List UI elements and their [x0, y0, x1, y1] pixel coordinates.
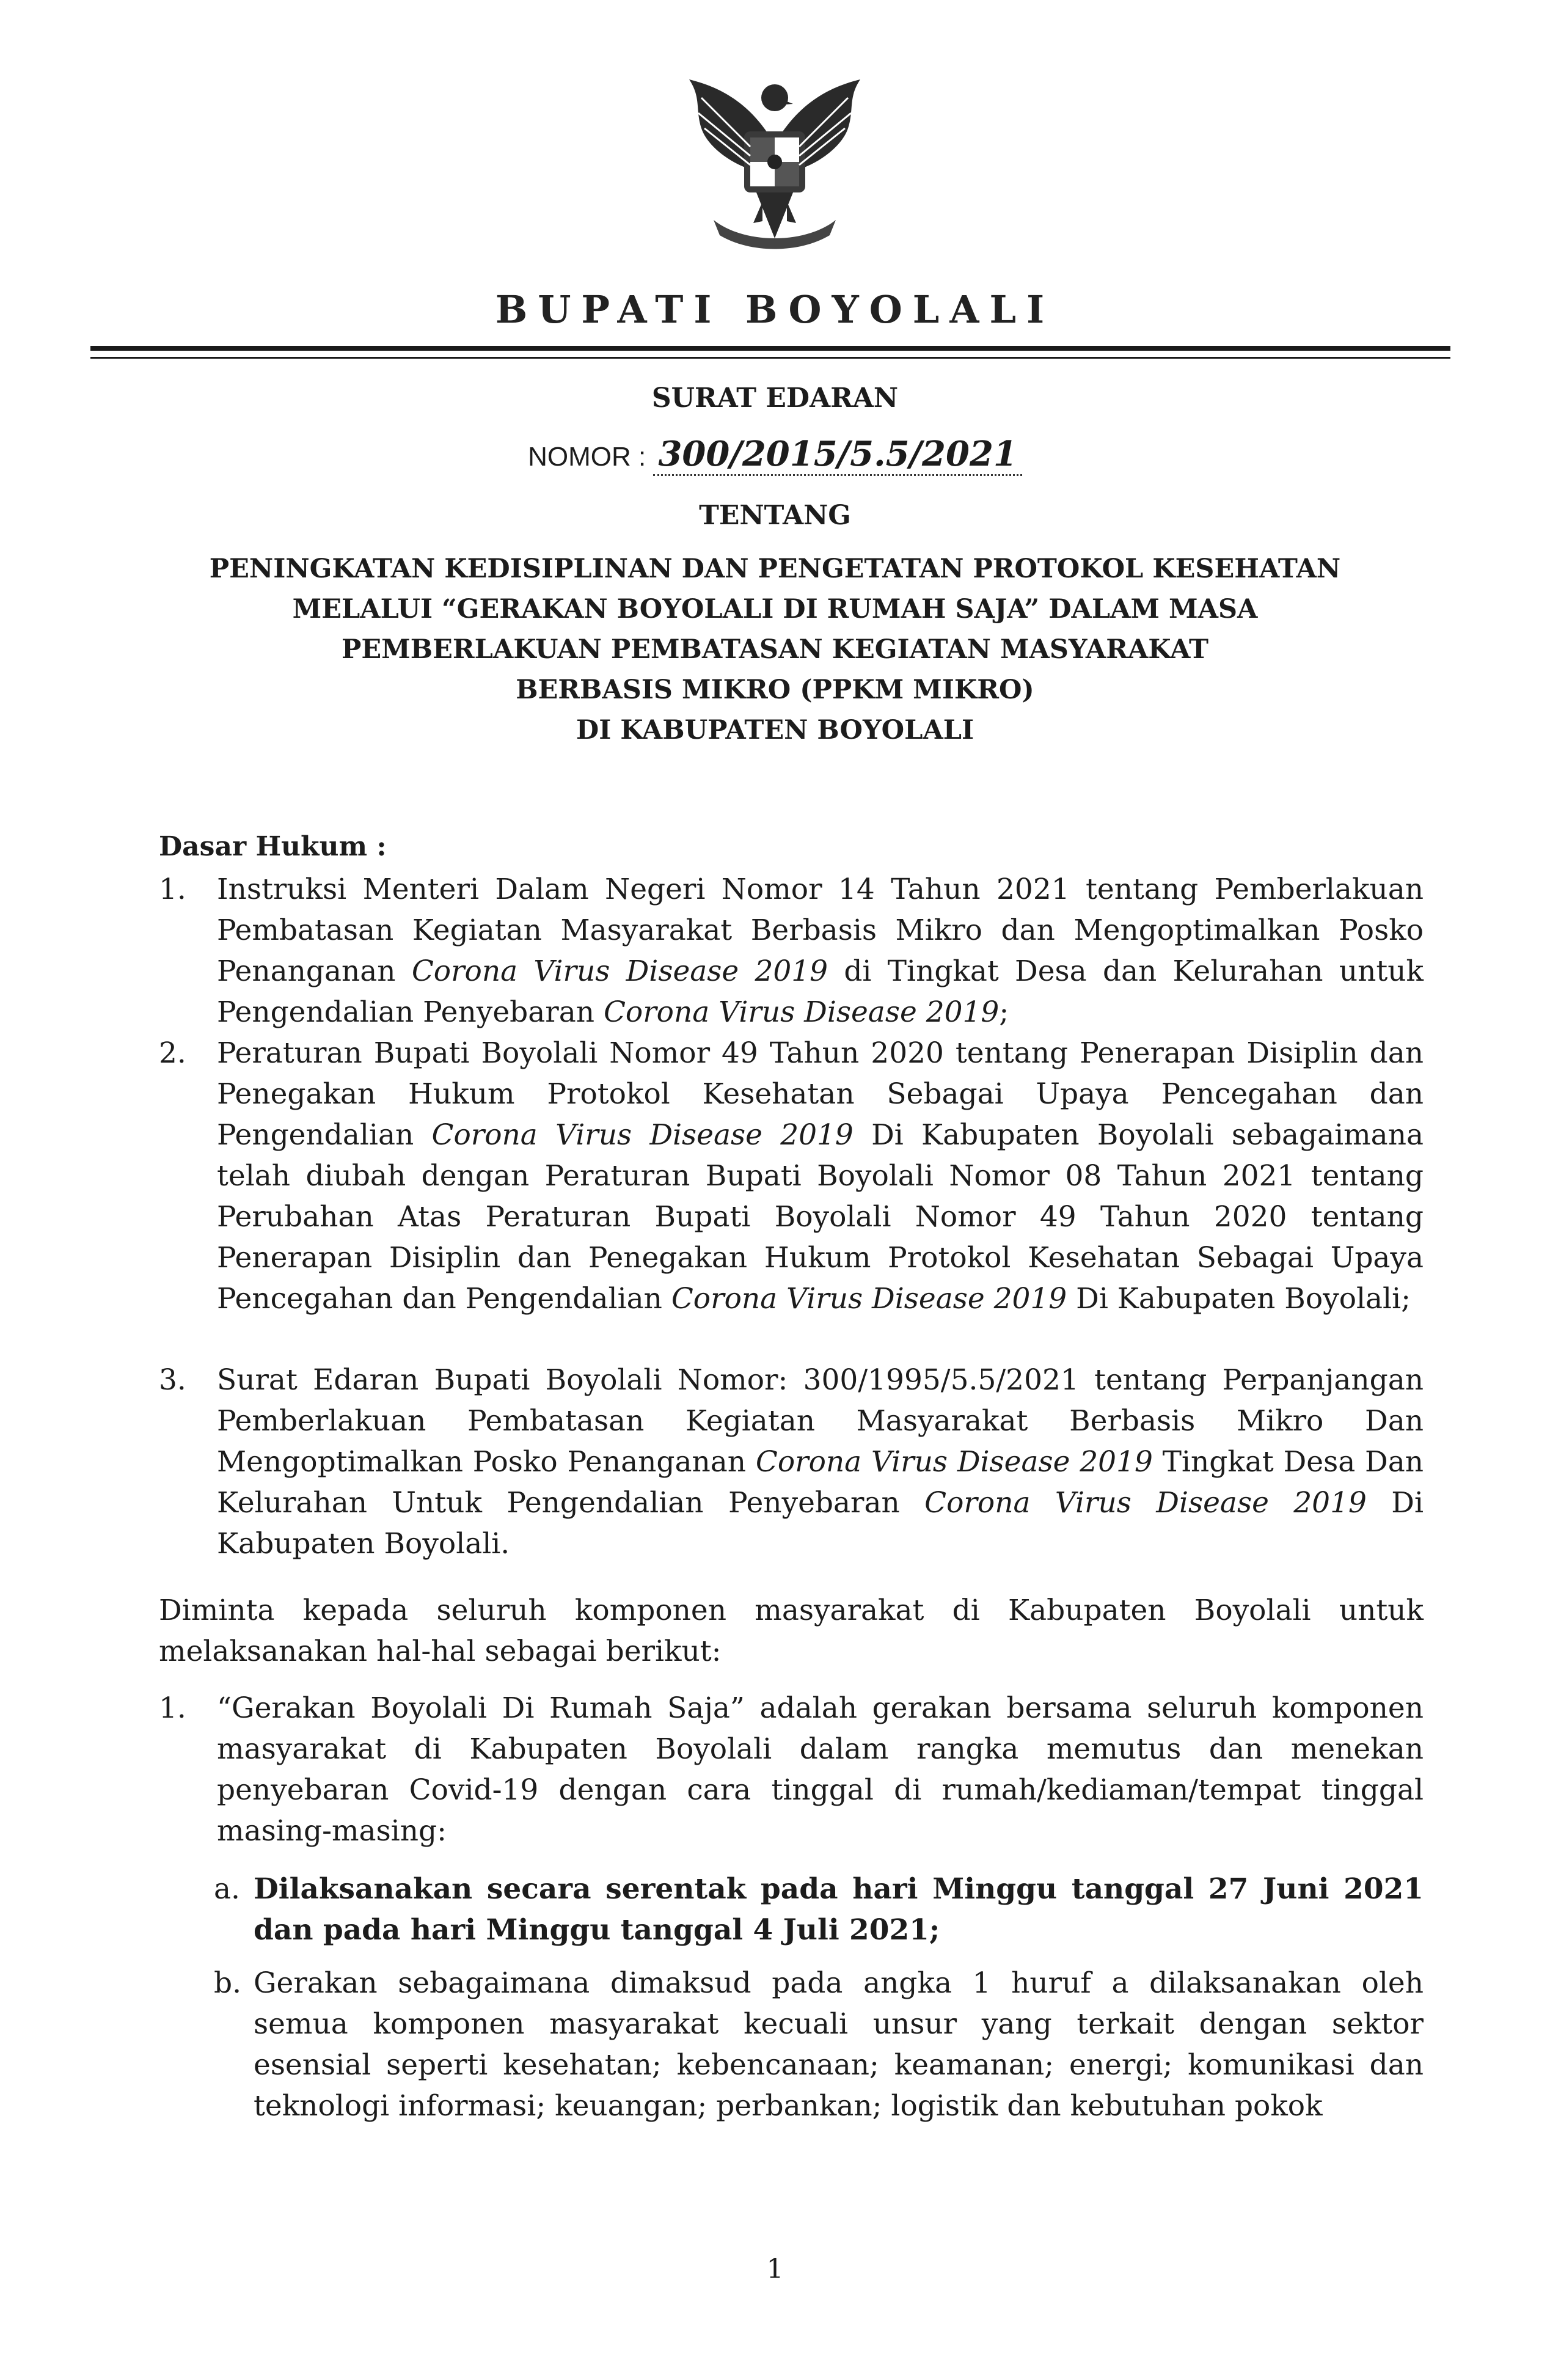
- sub-item-label: a.: [214, 1872, 240, 1906]
- item-number: 3.: [159, 1363, 186, 1397]
- sub-item-text: Gerakan sebagaimana dimaksud pada angka 1 huruf a dilaksanakan oleh semua komponen masyarakat kecuali unsur yang terkait dengan sektor esensial seperti kesehatan; kebencanaan; keamanan; energi; komunikasi dan teknologi informasi; keuangan; perbankan; logistik dan kebutuhan pokok: [254, 1966, 1424, 2123]
- page-number: 1: [766, 2254, 784, 2285]
- item-number: 2.: [159, 1036, 186, 1070]
- italic-run: Corona Virus Disease 2019: [755, 1445, 1153, 1479]
- italic-run: Corona Virus Disease 2019: [431, 1118, 854, 1152]
- letter-number-label: NOMOR :: [528, 442, 646, 472]
- item-text: [217, 1033, 1424, 1319]
- item-text: [217, 1360, 1424, 1564]
- italic-run: Corona Virus Disease 2019: [924, 1486, 1367, 1520]
- text-run: Surat Edaran Bupati Boyolali Nomor: 300/1995/5.5/2021 tentang Perpanjangan Pemberlakuan Pembatasan Kegiatan Masyarakat Berbasis Mikro Dan Mengoptimalkan Posko Penanganan: [217, 1363, 1424, 1479]
- italic-run: Corona Virus Disease 2019: [671, 1282, 1067, 1316]
- request-intro: Diminta kepada seluruh komponen masyarakat di Kabupaten Boyolali untuk melaksanakan hal-hal sebagai berikut:: [159, 1594, 1424, 1668]
- letter-number-line: [0, 434, 1550, 474]
- subject-line: PEMBERLAKUAN PEMBATASAN KEGIATAN MASYARAKAT: [342, 634, 1208, 665]
- letter-type: SURAT EDARAN: [651, 383, 899, 414]
- letter-number-value: 300/2015/5.5/2021: [653, 434, 1022, 476]
- text-run: Peraturan Bupati Boyolali Nomor 49 Tahun 2020 tentang Penerapan Disiplin dan Penegakan Hukum Protokol Kesehatan Sebagai Upaya Pencegahan dan Pengendalian: [217, 1036, 1424, 1152]
- text-run: di Tingkat Desa dan Kelurahan untuk Pengendalian Penyebaran: [217, 954, 1424, 1029]
- sub-item-label: b.: [214, 1966, 242, 2000]
- header-divider-thin: [90, 357, 1450, 359]
- item-text: [217, 869, 1424, 1033]
- text-run: Instruksi Menteri Dalam Negeri Nomor 14 Tahun 2021 tentang Pemberlakuan Pembatasan Kegiatan Masyarakat Berbasis Mikro dan Mengoptimalkan Posko Penanganan: [217, 873, 1424, 988]
- subject-line: MELALUI “GERAKAN BOYOLALI DI RUMAH SAJA” DALAM MASA: [292, 594, 1258, 624]
- text-run: Di Kabupaten Boyolali.: [217, 1486, 1424, 1561]
- text-run: Tingkat Desa Dan Kelurahan Untuk Pengendalian Penyebaran: [217, 1445, 1424, 1520]
- subject-line: BERBASIS MIKRO (PPKM MIKRO): [516, 675, 1034, 705]
- italic-run: Corona Virus Disease 2019: [411, 954, 828, 988]
- item-text: “Gerakan Boyolali Di Rumah Saja” adalah gerakan bersama seluruh komponen masyarakat di Kabupaten Boyolali dalam rangka memutus dan menekan penyebaran Covid-19 dengan cara tinggal di rumah/kediaman/tempat tinggal masing-masing:: [217, 1691, 1424, 1848]
- legal-basis-heading: Dasar Hukum :: [159, 831, 387, 862]
- italic-run: Corona Virus Disease 2019: [603, 995, 1000, 1029]
- text-run: Di Kabupaten Boyolali sebagaimana telah diubah dengan Peraturan Bupati Boyolali Nomor 08 Tahun 2021 tentang Perubahan Atas Peraturan Bupati Boyolali Nomor 49 Tahun 2020 tentang Penerapan Disiplin dan Penegakan Hukum Protokol Kesehatan Sebagai Upaya Pencegahan dan Pengendalian: [217, 1118, 1424, 1316]
- office-title: BUPATI BOYOLALI: [495, 287, 1055, 332]
- item-number: 1.: [159, 1691, 186, 1725]
- text-run: Di Kabupaten Boyolali;: [1067, 1282, 1411, 1316]
- garuda-pancasila-emblem-icon: [677, 61, 872, 263]
- about-label: TENTANG: [699, 500, 851, 531]
- subject-line: PENINGKATAN KEDISIPLINAN DAN PENGETATAN PROTOKOL KESEHATAN: [209, 554, 1341, 584]
- header-divider-thick: [90, 346, 1450, 351]
- subject-line: DI KABUPATEN BOYOLALI: [576, 715, 974, 745]
- item-number: 1.: [159, 873, 186, 906]
- sub-item-text: Dilaksanakan secara serentak pada hari Minggu tanggal 27 Juni 2021 dan pada hari Minggu tanggal 4 Juli 2021;: [254, 1872, 1424, 1947]
- letter-subject: [0, 549, 1550, 750]
- text-run: ;: [999, 995, 1009, 1029]
